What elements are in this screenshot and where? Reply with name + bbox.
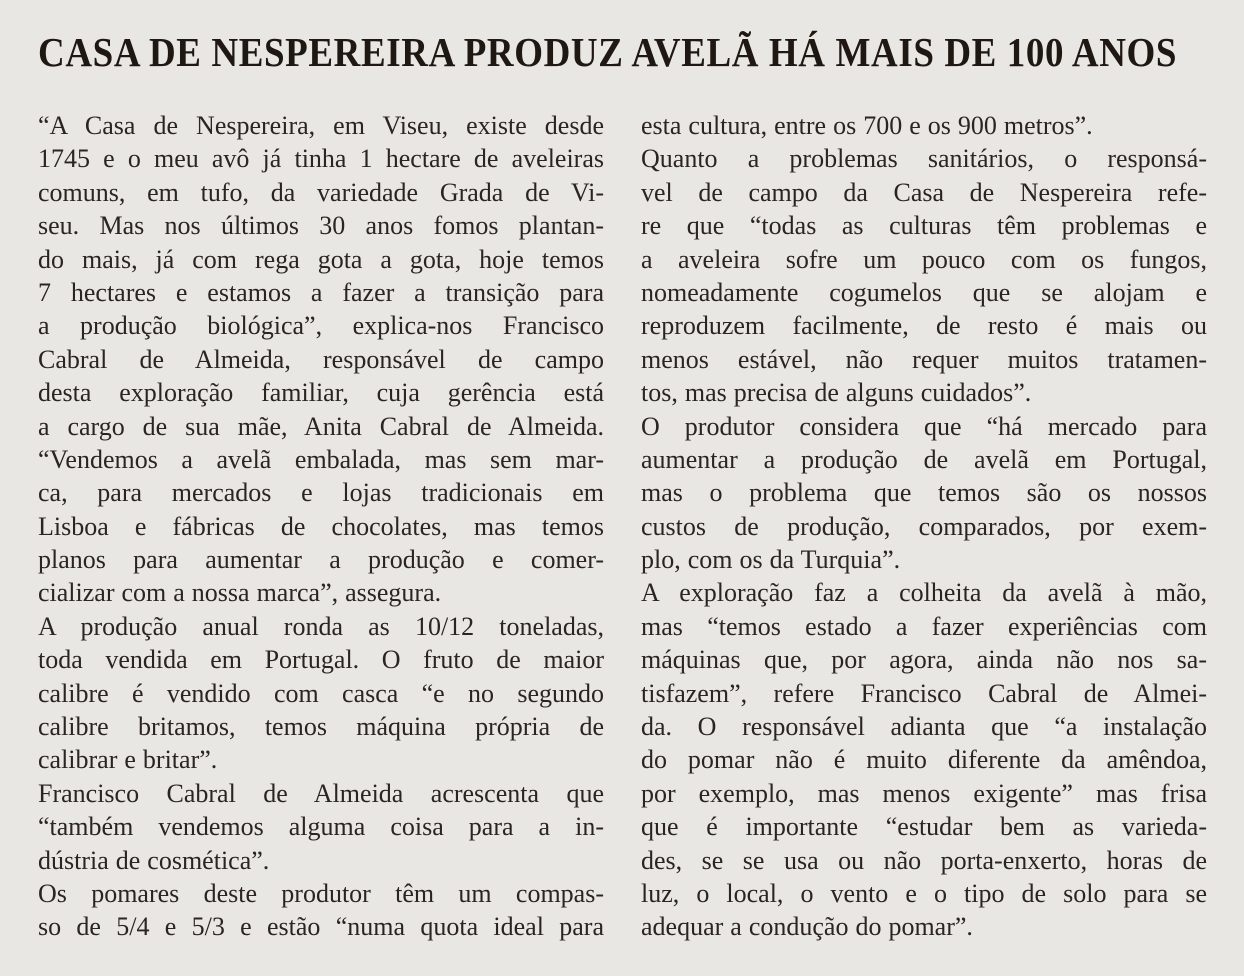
text-line: seu. Mas nos últimos 30 anos fomos plantan-: [38, 211, 604, 241]
article-headline: CASA DE NESPEREIRA PRODUZ AVELÃ HÁ MAIS DE 100 ANOS: [38, 29, 1178, 76]
text-line: da. O responsável adianta que “a instalação: [641, 712, 1207, 742]
text-line: cializar com a nossa marca”, assegura.: [38, 578, 442, 608]
text-line: a cargo de sua mãe, Anita Cabral de Almeida.: [38, 411, 604, 441]
text-line: menos estável, não requer muitos tratamen-: [641, 344, 1207, 374]
text-line: 1745 e o meu avô já tinha 1 hectare de aveleiras: [38, 144, 604, 174]
text-line: O produtor considera que “há mercado para: [641, 411, 1207, 441]
text-line: A exploração faz a colheita da avelã à mão,: [641, 578, 1207, 608]
text-line: a produção biológica”, explica-nos Francisco: [38, 311, 604, 341]
text-line: “A Casa de Nespereira, em Viseu, existe desde: [38, 111, 604, 140]
text-line: que é importante “estudar bem as varieda-: [641, 812, 1207, 842]
right-column: [641, 109, 1207, 944]
text-line: 7 hectares e estamos a fazer a transição para: [38, 277, 604, 307]
text-line: “também vendemos alguma coisa para a in-: [38, 812, 604, 842]
text-line: mas “temos estado a fazer experiências com: [641, 611, 1207, 641]
text-line: adequar a condução do pomar”.: [641, 912, 973, 942]
text-line: ca, para mercados e lojas tradicionais em: [38, 478, 604, 508]
text-line: “Vendemos a avelã embalada, mas sem mar-: [38, 444, 604, 474]
left-column: [38, 109, 604, 944]
text-line: nomeadamente cogumelos que se alojam e: [641, 277, 1207, 307]
text-line: Quanto a problemas sanitários, o responsá-: [641, 144, 1207, 174]
text-line: por exemplo, mas menos exigente” mas frisa: [641, 778, 1207, 808]
text-line: Francisco Cabral de Almeida acrescenta que: [38, 778, 604, 808]
text-line: a aveleira sofre um pouco com os fungos,: [641, 244, 1207, 274]
text-line: des, se se usa ou não porta-enxerto, horas de: [641, 845, 1207, 875]
text-line: vel de campo da Casa de Nespereira refe-: [641, 177, 1207, 207]
text-line: máquinas que, por agora, ainda não nos sa-: [641, 645, 1207, 675]
text-line: so de 5/4 e 5/3 e estão “numa quota ideal para: [38, 912, 604, 942]
text-line: re que “todas as culturas têm problemas e: [641, 211, 1207, 241]
text-line: custos de produção, comparados, por exem-: [641, 511, 1207, 541]
text-line: luz, o local, o vento e o tipo de solo para se: [641, 878, 1207, 908]
text-line: A produção anual ronda as 10/12 toneladas,: [38, 611, 604, 641]
text-line: desta exploração familiar, cuja gerência está: [38, 378, 604, 408]
text-line: planos para aumentar a produção e comer-: [38, 545, 604, 575]
text-line: toda vendida em Portugal. O fruto de maior: [38, 645, 604, 675]
text-line: Cabral de Almeida, responsável de campo: [38, 344, 604, 374]
text-line: calibre é vendido com casca “e no segundo: [38, 678, 604, 708]
text-line: aumentar a produção de avelã em Portugal,: [641, 444, 1207, 474]
text-line: esta cultura, entre os 700 e os 900 metros”.: [641, 111, 1093, 140]
text-line: mas o problema que temos são os nossos: [641, 478, 1207, 508]
text-line: tos, mas precisa de alguns cuidados”.: [641, 378, 1032, 408]
text-line: plo, com os da Turquia”.: [641, 545, 901, 575]
article-body: [38, 109, 1207, 944]
text-line: Lisboa e fábricas de chocolates, mas temos: [38, 511, 604, 541]
text-line: calibrar e britar”.: [38, 745, 218, 775]
text-line: reproduzem facilmente, de resto é mais ou: [641, 311, 1207, 341]
text-line: comuns, em tufo, da variedade Grada de Vi-: [38, 177, 604, 207]
text-line: tisfazem”, refere Francisco Cabral de Almei-: [641, 678, 1207, 708]
text-line: calibre britamos, temos máquina própria de: [38, 712, 604, 742]
text-line: Os pomares deste produtor têm um compas-: [38, 878, 604, 908]
text-line: dústria de cosmética”.: [38, 845, 270, 875]
text-line: do mais, já com rega gota a gota, hoje temos: [38, 244, 604, 274]
text-line: do pomar não é muito diferente da amêndoa,: [641, 745, 1207, 775]
